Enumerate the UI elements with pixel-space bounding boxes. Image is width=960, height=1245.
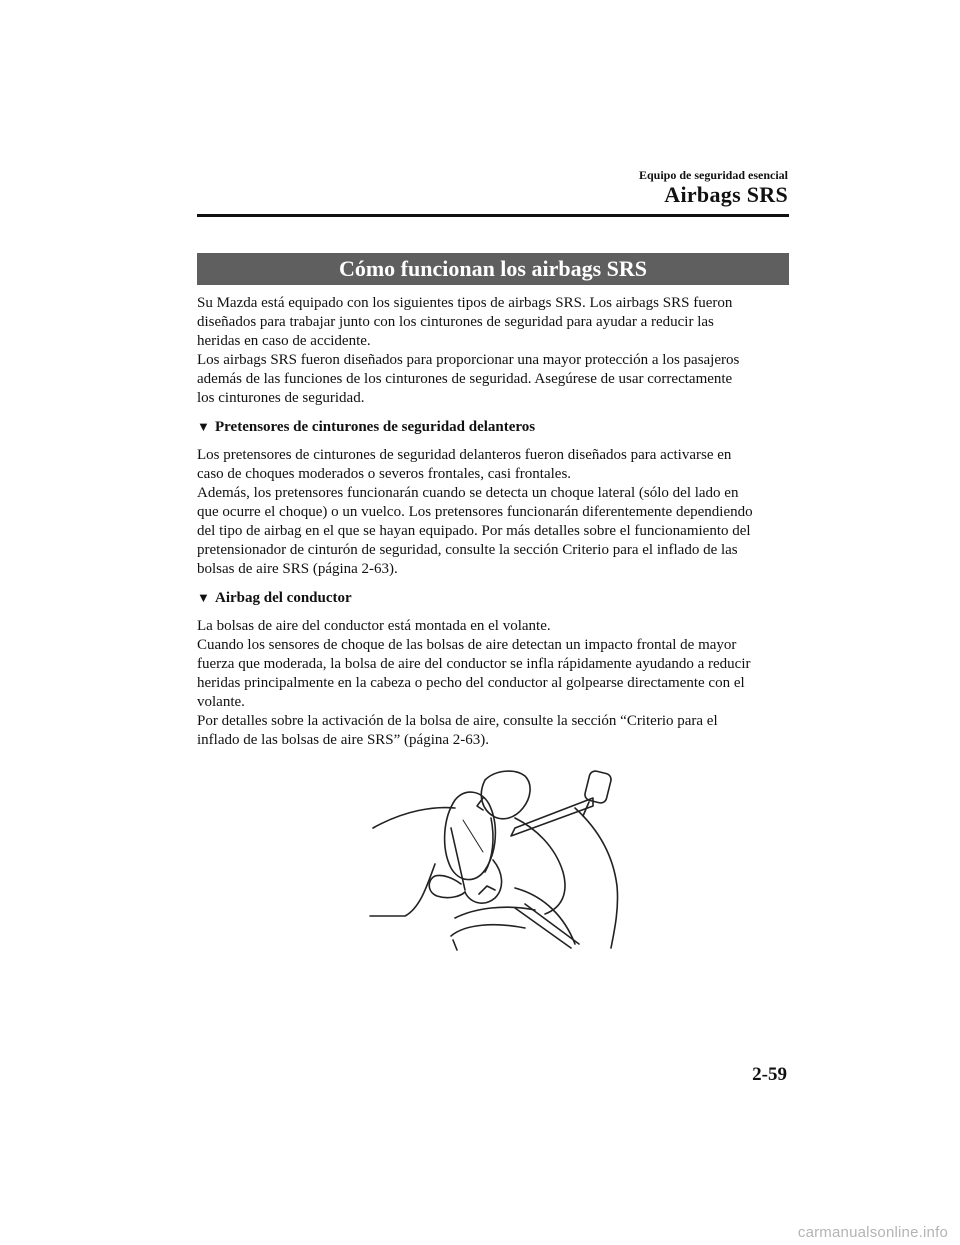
subheading-text: Pretensores de cinturones de seguridad delanteros [215,419,536,435]
text-line: Cuando los sensores de choque de las bolsas de aire detectan un impacto frontal de mayor [197,637,737,653]
seat-belt-lap [515,904,579,948]
text-line: fuerza que moderada, la bolsa de aire del conductor se infla rápidamente ayudando a reducir [197,656,751,672]
text-line: pretensionador de cinturón de seguridad, consulte la sección Criterio para el inflado de las [197,542,738,558]
airbag-crease [463,820,483,852]
triangle-marker-icon: ▼ [197,590,210,605]
driver-face [477,798,483,810]
text-line: que ocurre el choque) o un vuelco. Los pretensores funcionarán diferentemente dependiendo [197,504,753,520]
text-line: bolsas de aire SRS (página 2-63). [197,561,398,577]
driver-head [481,771,530,819]
content-body [197,294,793,759]
text-line: caso de choques moderados o severos frontales, casi frontales. [197,466,572,482]
text-line: Los airbags SRS fueron diseñados para proporcionar una mayor protección a los pasajeros [197,352,740,368]
dashboard-outline [373,808,455,828]
text-line: Por detalles sobre la activación de la bolsa de aire, consulte la sección “Criterio para el [197,713,718,729]
watermark: carmanualsonline.info [797,1224,948,1241]
driver-airbag-paragraph [197,617,793,750]
pretensioners-paragraph [197,446,793,579]
dashboard-lower [370,864,435,916]
header-rule [197,214,789,217]
floor-line [453,940,457,950]
seat-cushion [515,888,575,944]
text-line: volante. [197,694,245,710]
text-line: diseñados para trabajar junto con los cinturones de seguridad para ayudar a reducir las [197,314,714,330]
text-line: los cinturones de seguridad. [197,390,365,406]
header-section: Equipo de seguridad esencial [638,168,788,182]
triangle-marker-icon: ▼ [197,419,210,434]
text-line: Los pretensores de cinturones de seguridad delanteros fueron diseñados para activarse en [197,447,732,463]
seat-belt-shoulder [511,798,593,836]
seat-back [575,808,618,948]
page-number: 2-59 [752,1064,787,1085]
headrest [584,770,613,804]
section-banner: Cómo funcionan los airbags SRS [197,253,789,285]
text-line: además de las funciones de los cinturones de seguridad. Asegúrese de usar correctamente [197,371,733,387]
text-line: Su Mazda está equipado con los siguientes tipos de airbags SRS. Los airbags SRS fueron [197,295,733,311]
text-line: heridas principalmente en la cabeza o pecho del conductor al golpearse directamente con el [197,675,745,691]
intro-paragraph [197,294,793,408]
pedal-area [451,925,525,936]
text-line: heridas en caso de accidente. [197,333,371,349]
driver-arm [465,860,502,903]
steering-column [451,828,465,890]
subheading-driver-airbag [197,588,793,608]
subheading-text: Airbag del conductor [215,590,352,606]
driver-legs [455,907,535,918]
text-line: inflado de las bolsas de aire SRS” (página 2-63). [197,732,490,748]
text-line: La bolsas de aire del conductor está montada en el volante. [197,618,551,634]
text-line: del tipo de airbag en el que se hayan equipado. Por más detalles sobre el funcionamiento del [197,523,751,539]
steering-hub [479,886,495,894]
header-title: Airbags SRS [664,182,788,207]
driver-airbag-illustration [365,768,625,952]
subheading-pretensioners [197,417,793,437]
text-line: Además, los pretensores funcionarán cuando se detecta un choque lateral (sólo del lado en [197,485,739,501]
driver-hand [429,875,465,897]
